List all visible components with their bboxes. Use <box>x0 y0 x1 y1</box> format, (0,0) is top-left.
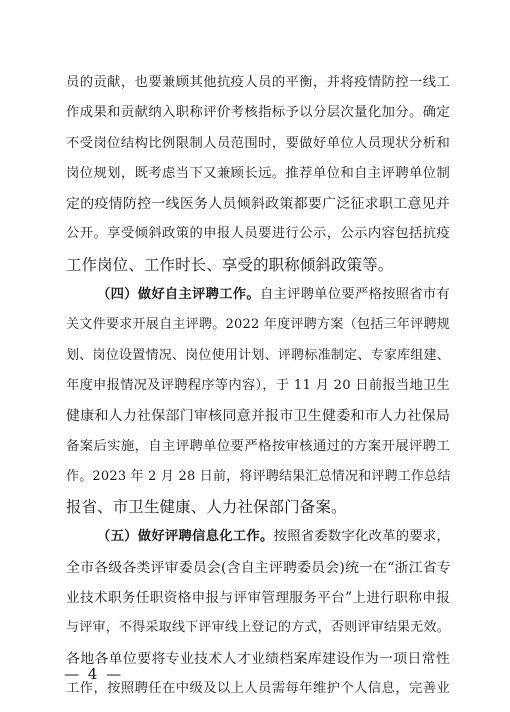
text-line: 作。2023 年 2 月 28 日前，将评聘结果汇总情况和评聘工作总结 <box>66 468 451 484</box>
section-4-first-line-text: 自主评聘单位要严格按照省市有 <box>259 287 450 303</box>
section-5-heading: （五）做好评聘信息化工作。 <box>97 529 274 545</box>
text-line: 全市各级各类评审委员会(含自主评聘委员会)统一在“浙江省专 <box>66 559 451 576</box>
text-line: 报省、市卫生健康、人力社保部门备案。 <box>66 498 347 517</box>
text-line: 作成果和贡献纳入职称评价考核指标予以分层次量化加分。确定 <box>66 105 450 121</box>
text-line: 公开。享受倾斜政策的申报人员要进行公示，公示内容包括抗疫 <box>66 226 450 242</box>
document-body <box>66 68 450 704</box>
text-line: 员的贡献，也要兼顾其他抗疫人员的平衡，并将疫情防控一线工 <box>66 75 450 90</box>
text-line: 年度申报情况及评聘程序等内容），于 11 月 20 日前报当地卫生 <box>66 377 450 393</box>
text-line: 岗位规划，既考虑当下又兼顾长远。推荐单位和自主评聘单位制 <box>66 165 450 181</box>
section-5-first-line <box>66 522 450 552</box>
text-line: 定的疫情防控一线医务人员倾斜政策都要广泛征求职工意见并 <box>66 196 450 213</box>
text-line: 与评审，不得采取线下评审线上登记的方式，否则评审结果无效。 <box>66 620 450 636</box>
text-line: 各地各单位要将专业技术人才业绩档案库建设作为一项日常性 <box>66 650 450 667</box>
section-5-first-line-text: 按照省委数字化改革的要求， <box>273 529 450 545</box>
text-line: 工作，按照聘任在中级及以上人员需每年维护个人信息，完善业 <box>66 680 450 696</box>
text-line: 关文件要求开展自主评聘。2022 年度评聘方案（包括三年评聘规 <box>66 317 450 333</box>
text-line: 业技术职务任职资格申报与评审管理服务平台”上进行职称申报 <box>66 590 450 607</box>
section-4-heading: （四）做好自主评聘工作。 <box>97 287 260 303</box>
text-line: 工作岗位、工作时长、享受的职称倾斜政策等。 <box>66 255 394 274</box>
page-number: — 4 — <box>64 665 124 683</box>
text-line: 健康和人力社保部门审核同意并报市卫生健委和市人力社保局 <box>66 408 450 425</box>
text-line: 划、岗位设置情况、岗位使用计划、评聘标准制定、专家库组建、 <box>66 347 450 363</box>
text-line: 备案后实施，自主评聘单位要严格按审核通过的方案开展评聘工 <box>66 438 450 454</box>
text-line: 不受岗位结构比例限制人员范围时，要做好单位人员现状分析和 <box>66 135 450 151</box>
section-4-first-line <box>66 280 450 310</box>
